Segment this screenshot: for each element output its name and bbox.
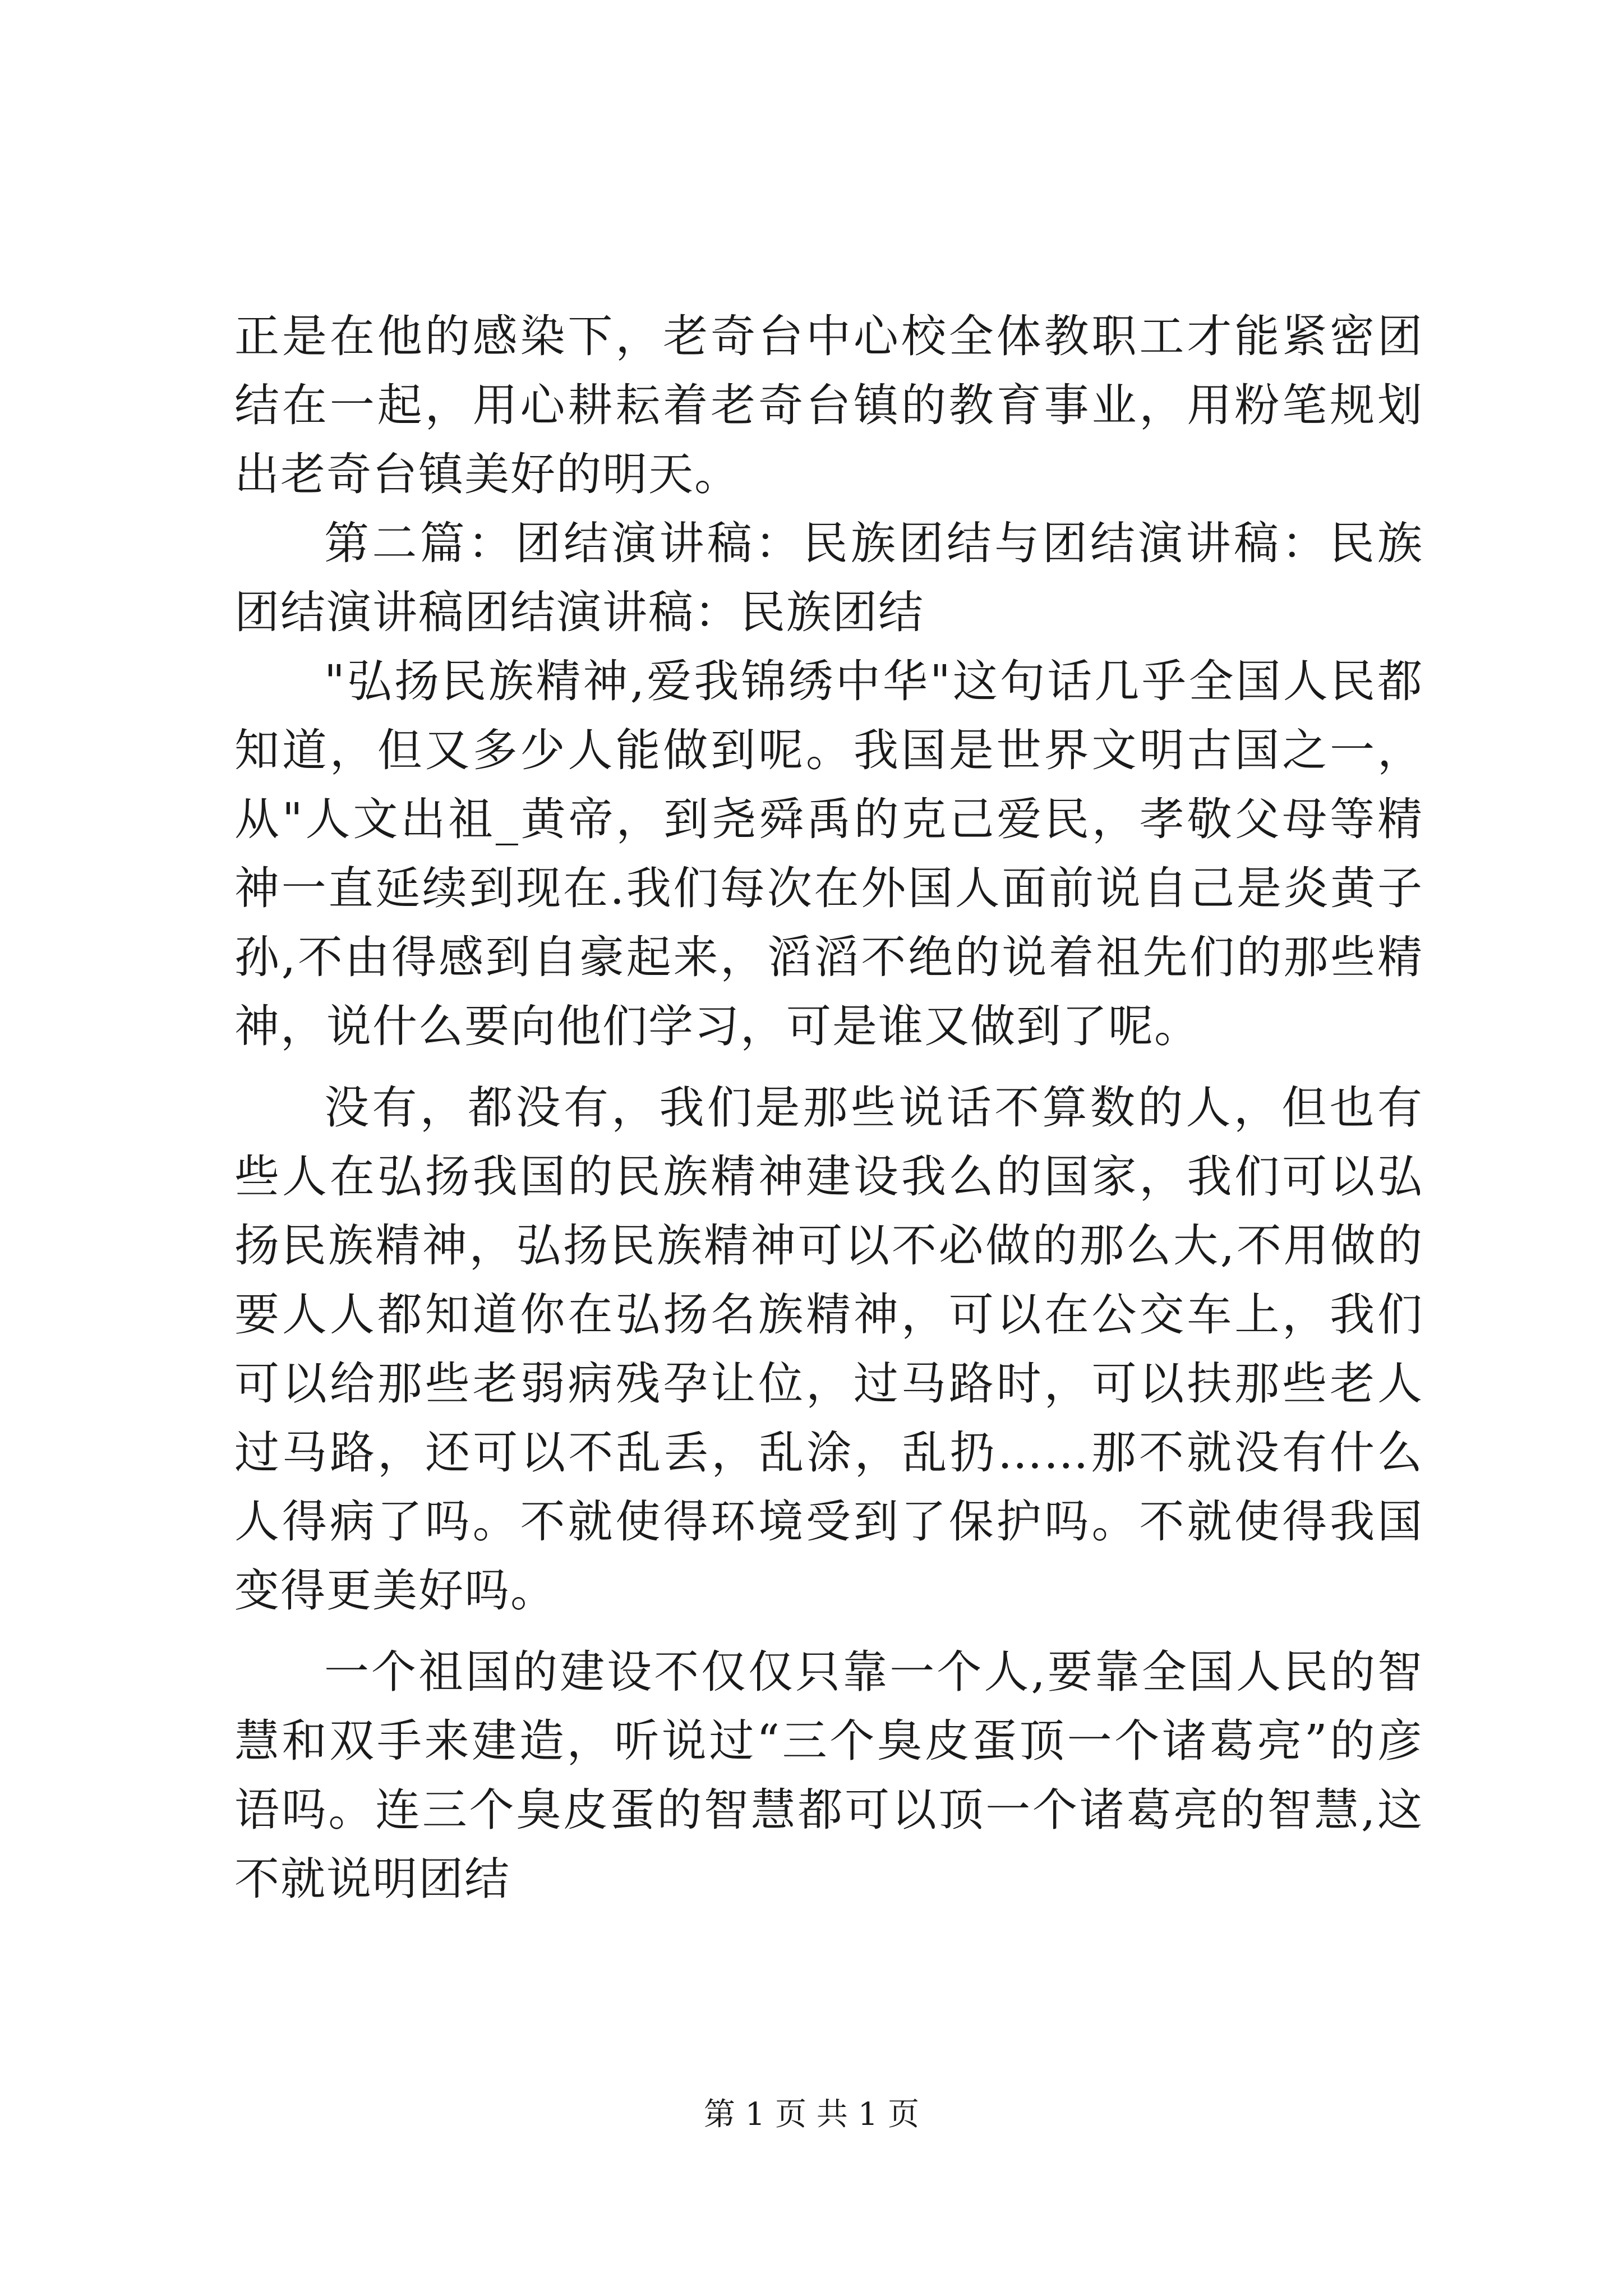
paragraph-national-spirit: "弘扬民族精神,爱我锦绣中华"这句话几乎全国人民都知道，但又多少人能做到呢。我国是世界文明古国之一，从"人文出祖_黄帝，到尧舜禹的克己爱民，孝敬父母等精神一直延续到现在.我们每次在外国人面前说自己是炎黄子孙,不由得感到自豪起来，滔滔不绝的说着祖先们的那些精神，说什么要向他们学习，可是谁又做到了呢。 [234, 655, 1423, 1052]
paragraph-no-one: 没有，都没有，我们是那些说话不算数的人，但也有些人在弘扬我国的民族精神建设我么的国家，我们可以弘扬民族精神，弘扬民族精神可以不必做的那么大,不用做的要人人都知道你在弘扬名族精神，可以在公交车上，我们可以给那些老弱病残孕让位，过马路时，可以扶那些老人过马路，还可以不乱丢，乱涂，乱扔……那不就没有什么人得病了吗。不就使得环境受到了保护吗。不就使得我国变得更美好吗。 [234, 1082, 1423, 1617]
paragraph-unity: 一个祖国的建设不仅仅只靠一个人,要靠全国人民的智慧和双手来建造，听说过“三个臭皮蛋顶一个诸葛亮”的彦语吗。连三个臭皮蛋的智慧都可以顶一个诸葛亮的智慧,这不就说明团结 [234, 1646, 1423, 1905]
page-footer: 第 1 页 共 1 页 [703, 2096, 920, 2133]
paragraph-section-heading: 第二篇：团结演讲稿：民族团结与团结演讲稿：民族团结演讲稿团结演讲稿：民族团结 [234, 517, 1423, 638]
document-body [234, 302, 1423, 1913]
paragraph-continuation: 正是在他的感染下，老奇台中心校全体教职工才能紧密团结在一起，用心耕耘着老奇台镇的教育事业，用粉笔规划出老奇台镇美好的明天。 [234, 310, 1423, 500]
